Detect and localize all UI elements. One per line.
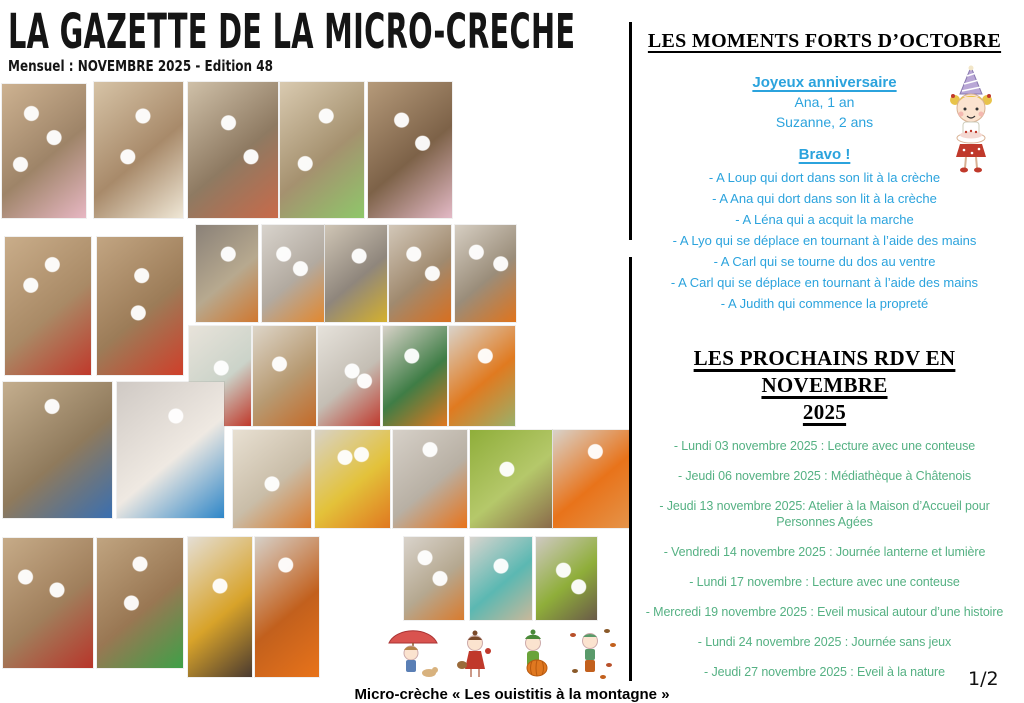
collage-photo-c2 — [262, 225, 324, 322]
collage-photo-g1 — [3, 538, 93, 668]
section-prochains-rdv — [633, 345, 1016, 694]
collage-photo-h2 — [470, 537, 532, 620]
collage-photo-a1 — [2, 84, 86, 218]
collage-photo-f1 — [233, 430, 311, 528]
collage-photo-e2 — [117, 382, 224, 518]
collage-photo-b1 — [5, 237, 91, 375]
collage-photo-h3 — [536, 537, 597, 620]
list-item: - A Judith qui commence la propreté — [720, 296, 929, 311]
collage-photo-f2 — [315, 430, 390, 528]
collage-photo-g3 — [188, 537, 252, 677]
collage-photo-e1 — [3, 382, 112, 518]
list-item: - A Lyo qui se déplace en tournant à l’aide des mains — [672, 233, 977, 248]
collage-photo-a5 — [368, 82, 452, 218]
collage-photo-a3 — [188, 82, 278, 218]
birthday-line: Suzanne, 2 ans — [775, 114, 874, 130]
rdv-heading — [633, 345, 1016, 426]
list-item: - Jeudi 06 novembre 2025 : Médiathèque à Châtenois — [677, 469, 972, 483]
list-item: - Lundi 24 novembre 2025 : Journée sans jeux — [697, 635, 952, 649]
collage-photo-f4 — [470, 430, 552, 528]
vertical-divider-top — [629, 22, 632, 240]
autumn-kids-illustration — [385, 621, 623, 683]
birthday-line: Ana, 1 an — [794, 94, 855, 110]
list-item: - A Loup qui dort dans son lit à la crèche — [708, 170, 941, 185]
rdv-heading-line1: LES PROCHAINS RDV EN NOVEMBRE — [693, 346, 956, 397]
newsletter-title: LA GAZETTE DE LA MICRO-CRECHE — [8, 4, 576, 60]
moments-heading: LES MOMENTS FORTS D’OCTOBRE — [647, 30, 1002, 52]
collage-photo-d3 — [318, 326, 380, 426]
collage-photo-d5 — [449, 326, 515, 426]
rdv-heading-line2: 2025 — [802, 400, 847, 424]
collage-photo-d4 — [383, 326, 447, 426]
collage-photo-c1 — [196, 225, 258, 322]
list-item: - Lundi 03 novembre 2025 : Lecture avec une conteuse — [673, 439, 976, 453]
bravo-heading: Bravo ! — [798, 146, 851, 163]
page-number: 1/2 — [968, 668, 999, 690]
collage-photo-a2 — [94, 82, 183, 218]
collage-photo-d2 — [253, 326, 316, 426]
rdv-list — [633, 438, 1016, 680]
list-item: - A Carl qui se tourne du dos au ventre — [713, 254, 936, 269]
collage-photo-c5 — [455, 225, 516, 322]
list-item: - Jeudi 13 novembre 2025: Atelier à la Maison d’Accueil pour Personnes Agées — [659, 499, 990, 529]
collage-photo-g4 — [255, 537, 319, 677]
list-item: - Jeudi 27 novembre 2025 : Eveil à la nature — [704, 665, 945, 679]
collage-photo-c4 — [389, 225, 451, 322]
vertical-divider-bottom — [629, 257, 632, 681]
list-item: - A Carl qui se déplace en tournant à l’aide des mains — [670, 275, 979, 290]
list-item: - A Léna qui a acquit la marche — [735, 212, 914, 227]
birthday-girl-illustration — [942, 64, 1000, 176]
list-item: - Vendredi 14 novembre 2025 : Journée lanterne et lumière — [663, 545, 986, 559]
collage-photo-f5 — [553, 430, 630, 528]
collage-photo-a4 — [280, 82, 364, 218]
collage-photo-g2 — [97, 538, 183, 668]
newsletter-subtitle: Mensuel : NOVEMBRE 2025 - Edition 48 — [8, 57, 273, 75]
list-item: - Lundi 17 novembre : Lecture avec une conteuse — [689, 575, 960, 589]
collage-photo-b2 — [97, 237, 183, 375]
bravo-list — [633, 167, 1016, 314]
collage-photo-f3 — [393, 430, 467, 528]
list-item: - A Ana qui dort dans son lit à la crèche — [712, 191, 937, 206]
list-item: - Mercredi 19 novembre 2025 : Eveil musical autour d’une histoire — [645, 605, 1004, 619]
collage-photo-h1 — [404, 537, 464, 620]
birthday-heading: Joyeux anniversaire — [752, 74, 897, 91]
collage-photo-c3 — [325, 225, 387, 322]
footer-text: Micro-crèche « Les ouistitis à la montagne » — [354, 686, 670, 703]
